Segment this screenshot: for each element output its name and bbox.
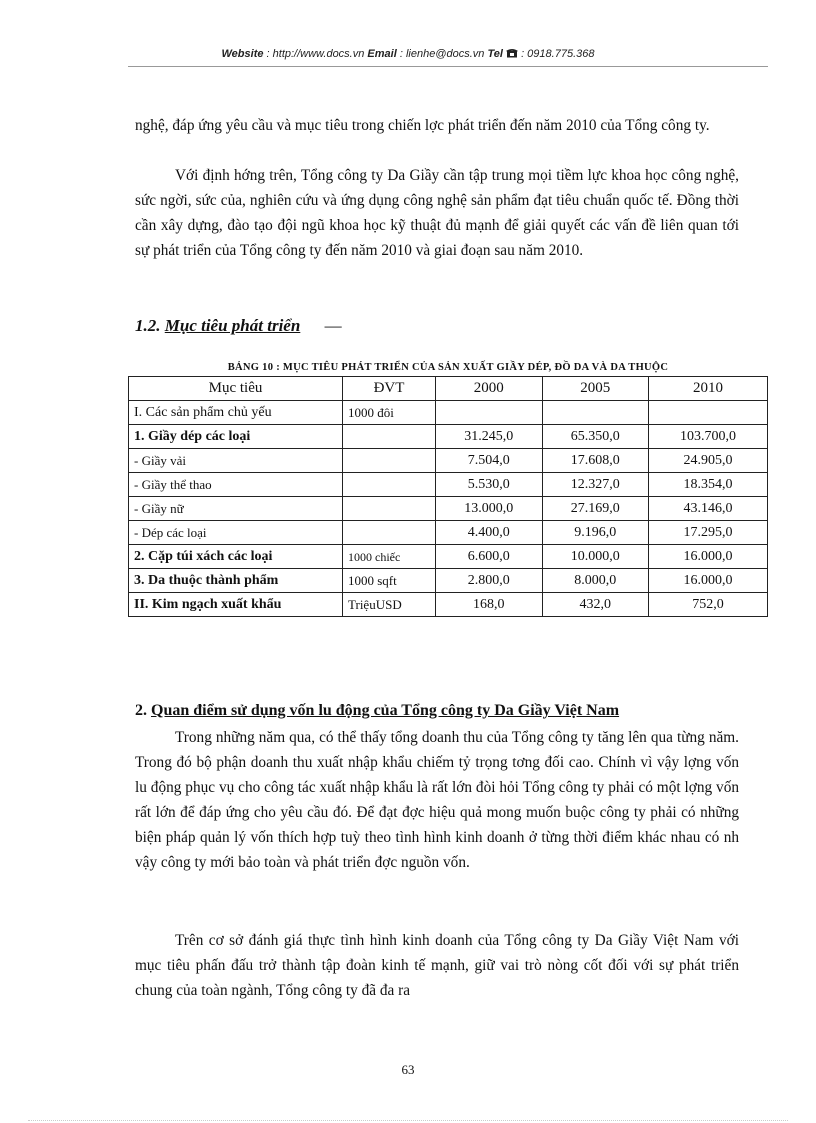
value-2010: 24.905,0 [649, 449, 768, 473]
row-unit [343, 473, 436, 497]
heading-title: Quan điểm sử dụng vốn lu động của Tổng công ty Da Giầy Việt Nam [151, 702, 620, 719]
value-2010: 43.146,0 [649, 497, 768, 521]
paragraph-2: Với định hớng trên, Tổng công ty Da Giầy cần tập trung mọi tiềm lực khoa học công nghệ, sức ngời, sức của, nghiên cứu và ứng dụng công nghệ sản phẩm đạt tiêu chuẩn quốc tế. Đồng thời cần xây dựng, đào tạo đội ngũ khoa học kỹ thuật đủ mạnh để giải quyết các vấn đề liên quan tới sự phát triển của Tổng công ty đến năm 2010 và giai đoạn sau năm 2010. [135, 167, 739, 259]
page-header [0, 48, 816, 60]
table-header-row [129, 377, 768, 401]
paragraph-1: nghệ, đáp ứng yêu cầu và mục tiêu trong chiến lợc phát triển đến năm 2010 của Tổng công ty. [135, 117, 710, 134]
value-2005: 27.169,0 [542, 497, 649, 521]
value-2000: 168,0 [436, 593, 543, 617]
heading-number: 2. [135, 702, 151, 719]
section-heading-1-2 [135, 316, 342, 336]
value-2005: 17.608,0 [542, 449, 649, 473]
row-unit [343, 425, 436, 449]
value-2000: 13.000,0 [436, 497, 543, 521]
value-2005: 12.327,0 [542, 473, 649, 497]
value-2010: 16.000,0 [649, 569, 768, 593]
header-2000: 2000 [436, 377, 543, 401]
value-2000: 7.504,0 [436, 449, 543, 473]
table-row [129, 521, 768, 545]
value-2010: 103.700,0 [649, 425, 768, 449]
heading-number: 1.2. [135, 316, 165, 335]
row-unit: 1000 đôi [343, 401, 436, 425]
value-2005: 65.350,0 [542, 425, 649, 449]
row-unit [343, 521, 436, 545]
table-row [129, 569, 768, 593]
page-number: 63 [401, 1062, 415, 1077]
value-2005: 10.000,0 [542, 545, 649, 569]
table-row [129, 449, 768, 473]
row-unit [343, 497, 436, 521]
website-value: : http://www.docs.vn [263, 48, 368, 60]
bottom-divider [28, 1120, 788, 1121]
value-2005: 9.196,0 [542, 521, 649, 545]
website-label: Website [221, 48, 264, 60]
table-row [129, 401, 768, 425]
value-2010 [649, 401, 768, 425]
value-2010: 18.354,0 [649, 473, 768, 497]
email-value: : lienhe@docs.vn [396, 48, 488, 60]
table-row [129, 545, 768, 569]
row-unit [343, 449, 436, 473]
row-unit: 1000 sqft [343, 569, 436, 593]
row-label: I. Các sản phẩm chủ yếu [129, 401, 343, 425]
table-row [129, 497, 768, 521]
table-row [129, 473, 768, 497]
row-label: - Giầy vải [129, 449, 343, 473]
row-label: - Giầy thể thao [129, 473, 343, 497]
row-label: 1. Giầy dép các loại [129, 425, 343, 449]
value-2005 [542, 401, 649, 425]
value-2000: 31.245,0 [436, 425, 543, 449]
development-targets-table [128, 376, 768, 617]
phone-icon [506, 48, 518, 58]
heading-dash: — [324, 316, 342, 335]
row-unit: 1000 chiếc [343, 545, 436, 569]
paragraph-3: Trong những năm qua, có thể thấy tổng doanh thu của Tổng công ty tăng lên qua từng năm. Trong đó bộ phận doanh thu xuất nhập khẩu chiếm tỷ trọng tơng đối cao. Chính vì vậy lợng vốn lu động phục vụ cho công tác xuất nhập khẩu là rất lớn đòi hỏi Tổng công ty phải có một lợng vốn rất lớn để đáp ứng cho yêu cầu đó. Để đạt đợc hiệu quả mong muốn buộc công ty phải có những biện pháp quản lý vốn thích hợp tuỳ theo tình hình kinh doanh ở từng thời điểm khác nhau có nh vậy công ty mới bảo toàn và phát triển đợc nguồn vốn. [135, 729, 739, 871]
paragraph-4: Trên cơ sở đánh giá thực tình hình kinh doanh của Tổng công ty Da Giầy Việt Nam với mục tiêu phấn đấu trở thành tập đoàn kinh tế mạnh, giữ vai trò nòng cốt đối với sự phát triển chung của toàn ngành, Tổng công ty đã đa ra [135, 932, 739, 999]
header-target: Mục tiêu [129, 377, 343, 401]
table-row [129, 425, 768, 449]
value-2000: 5.530,0 [436, 473, 543, 497]
value-2000: 4.400,0 [436, 521, 543, 545]
value-2005: 8.000,0 [542, 569, 649, 593]
tel-label: Tel [487, 48, 503, 60]
table-caption: BẢNG 10 : MỤC TIÊU PHÁT TRIỂN CỦA SẢN XUẤT GIẦY DÉP, ĐỒ DA VÀ DA THUỘC [227, 362, 669, 373]
header-divider [128, 66, 768, 67]
header-2010: 2010 [649, 377, 768, 401]
heading-title: Mục tiêu phát triển [164, 316, 301, 335]
value-2000 [436, 401, 543, 425]
row-label: 2. Cặp túi xách các loại [129, 545, 343, 569]
value-2010: 16.000,0 [649, 545, 768, 569]
value-2010: 752,0 [649, 593, 768, 617]
row-label: 3. Da thuộc thành phẩm [129, 569, 343, 593]
value-2010: 17.295,0 [649, 521, 768, 545]
row-unit: TriệuUSD [343, 593, 436, 617]
row-label: II. Kim ngạch xuất khẩu [129, 593, 343, 617]
header-2005: 2005 [542, 377, 649, 401]
row-label: - Giầy nữ [129, 497, 343, 521]
tel-value: : 0918.775.368 [518, 48, 595, 60]
table-row [129, 593, 768, 617]
email-label: Email [367, 48, 397, 60]
row-label: - Dép các loại [129, 521, 343, 545]
value-2005: 432,0 [542, 593, 649, 617]
header-unit: ĐVT [343, 377, 436, 401]
value-2000: 2.800,0 [436, 569, 543, 593]
section-heading-2 [135, 702, 619, 720]
value-2000: 6.600,0 [436, 545, 543, 569]
